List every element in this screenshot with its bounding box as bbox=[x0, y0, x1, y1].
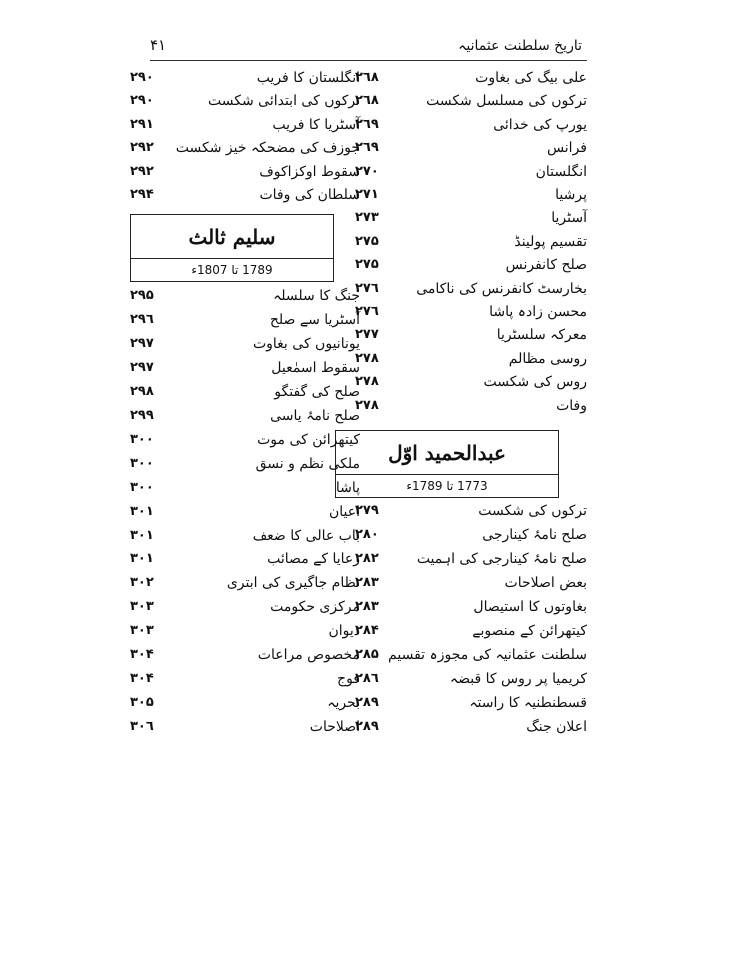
toc-entry bbox=[130, 113, 360, 137]
toc-entry bbox=[130, 380, 360, 404]
toc-entry-title: باب عالی کا ضعف bbox=[252, 527, 360, 544]
toc-entry bbox=[355, 394, 587, 418]
toc-entry bbox=[130, 571, 360, 595]
toc-entry-page: ۳۰۰ bbox=[130, 431, 154, 447]
toc-entry-page: ۲۹۰ bbox=[130, 70, 154, 85]
toc-entry-title: صلح کی گفتگو bbox=[274, 383, 360, 400]
toc-entry-page: ۳۰۱ bbox=[130, 527, 154, 543]
toc-entry-page: ۳۰۳ bbox=[130, 599, 154, 615]
toc-entry bbox=[130, 183, 360, 207]
toc-entry-title: قسطنطنیہ کا راستہ bbox=[469, 695, 587, 711]
toc-entry bbox=[130, 160, 360, 184]
toc-entry-title: انگلستان bbox=[535, 163, 587, 180]
toc-entry bbox=[355, 370, 587, 394]
page-number: ۴۱ bbox=[150, 36, 167, 54]
toc-entry-title: سلطنت عثمانیہ کی مجوزہ تقسیم bbox=[388, 647, 587, 663]
toc-entry bbox=[355, 619, 587, 643]
reign-years: 1789 تا 1807ء bbox=[131, 258, 333, 281]
toc-entry-page: ۲۸۹ bbox=[355, 695, 379, 710]
toc-entry-title: مرکزی حکومت bbox=[270, 599, 360, 616]
toc-entry-title: اعیان bbox=[328, 503, 360, 520]
toc-entry bbox=[130, 524, 360, 548]
toc-entry-page: ۲۹۰ bbox=[130, 93, 154, 109]
toc-entry-title: کریمیا پر روس کا قبضہ bbox=[449, 671, 587, 687]
toc-entry bbox=[355, 277, 587, 301]
toc-entry bbox=[130, 691, 360, 715]
toc-entry-page: ۲۸۳ bbox=[355, 599, 379, 614]
toc-entry bbox=[355, 595, 587, 619]
toc-entry bbox=[355, 715, 587, 739]
toc-entry bbox=[130, 284, 360, 308]
toc-entry-title: رعایا کے مصائب bbox=[267, 551, 360, 568]
toc-entry bbox=[130, 476, 360, 500]
toc-entry-title: علی بیگ کی بغاوت bbox=[475, 70, 587, 86]
toc-entry-page: ۲۹۸ bbox=[130, 383, 154, 399]
toc-entry bbox=[355, 547, 587, 571]
toc-entry-title: ترکوں کی ابتدائی شکست bbox=[208, 93, 360, 110]
toc-entry-title: ملکی نظم و نسق bbox=[255, 455, 360, 472]
toc-entry-title: اصلاحات bbox=[309, 719, 360, 736]
toc-entry bbox=[355, 113, 587, 137]
toc-entry bbox=[130, 715, 360, 739]
toc-entry-page: ۲۷۵ bbox=[355, 257, 379, 273]
toc-entry bbox=[130, 404, 360, 428]
toc-entry bbox=[130, 595, 360, 619]
toc-entry-page: ۲٦۹ bbox=[355, 116, 379, 132]
toc-entry-page: ۲۹۱ bbox=[130, 116, 154, 132]
toc-entry-page: ۲۸۰ bbox=[355, 527, 379, 542]
toc-entry-page: ۲۹۷ bbox=[130, 335, 154, 351]
toc-entry bbox=[355, 571, 587, 595]
toc-entry-page: ۳۰۳ bbox=[130, 623, 154, 639]
toc-entry-page: ۳۰۰ bbox=[130, 479, 154, 495]
reign-heading-box bbox=[130, 214, 334, 282]
toc-entry-page: ۲۹٦ bbox=[130, 311, 154, 327]
toc-entry-title: جنگ کا سلسلہ bbox=[273, 288, 360, 304]
toc-entry-page: ۲۸۵ bbox=[355, 647, 379, 662]
toc-entry-page: ۲۷۸ bbox=[355, 374, 379, 390]
toc-entry bbox=[130, 89, 360, 113]
reign-years: 1773 تا 1789ء bbox=[336, 474, 558, 497]
toc-entry-title: سلطان کی وفات bbox=[259, 187, 360, 203]
toc-entry-page: ۲۹۹ bbox=[130, 407, 154, 423]
toc-entry-title: روسی مظالم bbox=[508, 350, 587, 367]
sultan-name: سلیم ثالث bbox=[188, 225, 276, 249]
toc-entry bbox=[355, 347, 587, 371]
toc-entry bbox=[130, 136, 360, 160]
toc-entry-page: ۲۹۴ bbox=[130, 187, 154, 202]
toc-entry bbox=[355, 323, 587, 347]
toc-entry bbox=[355, 183, 587, 207]
toc-entry-title: آسٹریا سے صلح bbox=[269, 311, 360, 328]
toc-entry-title: کیتھرائن کے منصوبے bbox=[472, 623, 587, 639]
toc-entry bbox=[355, 691, 587, 715]
toc-entry bbox=[130, 667, 360, 691]
toc-entry-page: ۲۷٦ bbox=[355, 304, 379, 319]
toc-entry-page: ۳۰۴ bbox=[130, 647, 154, 663]
toc-entry-page: ۲۷۸ bbox=[355, 350, 379, 366]
toc-entry bbox=[355, 253, 587, 277]
toc-entry bbox=[130, 643, 360, 667]
running-head: تاریخ سلطنت عثمانیہ bbox=[458, 38, 582, 54]
toc-entry bbox=[355, 300, 587, 324]
toc-entry-page: ۲۷۱ bbox=[355, 187, 379, 202]
toc-entry-page: ۲۸۴ bbox=[355, 623, 379, 638]
toc-entry-page: ۲۷۳ bbox=[355, 210, 379, 226]
toc-entry-page: ۲۷۸ bbox=[355, 397, 379, 413]
toc-entry bbox=[355, 499, 587, 523]
toc-entry-title: بغاوتوں کا استیصال bbox=[473, 599, 587, 615]
toc-entry-page: ۲۸٦ bbox=[355, 671, 379, 686]
toc-entry bbox=[130, 428, 360, 452]
toc-entry-page: ۳۰۵ bbox=[130, 695, 154, 711]
toc-entry-title: فوج bbox=[337, 671, 360, 688]
toc-entry-page: ۲۷٦ bbox=[355, 280, 379, 296]
toc-entry-title: محسن زادہ پاشا bbox=[489, 304, 587, 320]
toc-entry bbox=[355, 89, 587, 113]
toc-entry-title: آسٹریا bbox=[551, 210, 587, 227]
toc-entry-title: صلح نامۂ کینارجی bbox=[482, 527, 587, 543]
toc-entry bbox=[355, 160, 587, 184]
toc-entry-page: ۳۰۰ bbox=[130, 455, 154, 471]
toc-entry bbox=[355, 667, 587, 691]
header-rule bbox=[150, 60, 587, 61]
toc-entry-page: ۳۰٦ bbox=[130, 719, 154, 735]
toc-entry-title: جوزف کی مضحکہ خیز شکست bbox=[175, 140, 360, 157]
toc-entry-title: تقسیم پولینڈ bbox=[514, 233, 587, 250]
toc-entry bbox=[130, 547, 360, 571]
toc-entry bbox=[130, 356, 360, 380]
toc-entry-title: فرانس bbox=[546, 140, 587, 157]
toc-entry bbox=[130, 619, 360, 643]
sultan-name: عبدالحمید اوّل bbox=[388, 441, 506, 465]
toc-entry-page: ۲۷۷ bbox=[355, 327, 379, 343]
toc-entry-title: دیوان bbox=[328, 623, 360, 640]
toc-entry bbox=[130, 308, 360, 332]
toc-entry bbox=[355, 66, 587, 90]
toc-entry-page: ۲۸۳ bbox=[355, 575, 379, 590]
toc-entry bbox=[130, 452, 360, 476]
toc-entry bbox=[355, 136, 587, 160]
toc-entry bbox=[355, 643, 587, 667]
toc-entry-title: ترکوں کی شکست bbox=[478, 503, 587, 519]
toc-entry-title: روس کی شکست bbox=[483, 374, 587, 391]
toc-entry-page: ۲٦۹ bbox=[355, 140, 379, 156]
toc-entry-title: یونانیوں کی بغاوت bbox=[252, 335, 360, 352]
toc-entry bbox=[355, 230, 587, 254]
toc-entry-page: ۲٦۸ bbox=[355, 70, 379, 85]
toc-entry-title: کیتھرائن کی موت bbox=[257, 431, 360, 448]
toc-entry-page: ۳۰۲ bbox=[130, 575, 154, 591]
toc-entry-title: انگلستان کا فریب bbox=[256, 70, 360, 86]
toc-entry-page: ۳۰۱ bbox=[130, 551, 154, 567]
toc-entry-title: صلح کانفرنس bbox=[505, 257, 587, 274]
toc-entry-page: ۲۷۵ bbox=[355, 233, 379, 249]
reign-heading-box bbox=[335, 430, 559, 498]
toc-entry-title: بحریہ bbox=[327, 695, 360, 712]
toc-entry-page: ۲٦۸ bbox=[355, 93, 379, 109]
toc-entry-page: ۲۹۲ bbox=[130, 163, 154, 179]
toc-entry bbox=[355, 523, 587, 547]
toc-entry-title: آسٹریا کا فریب bbox=[272, 116, 360, 133]
toc-entry-title: ترکوں کی مسلسل شکست bbox=[426, 93, 587, 110]
toc-entry-title: پرشیا bbox=[555, 187, 587, 203]
toc-entry-page: ۲۸۲ bbox=[355, 551, 379, 566]
toc-entry bbox=[355, 206, 587, 230]
toc-entry-title: سقوط اوکزاکوف bbox=[259, 163, 360, 180]
toc-entry-title: صلح نامۂ یاسی bbox=[270, 407, 360, 424]
toc-entry-title: صلح نامۂ کینارجی کی اہمیت bbox=[416, 551, 587, 567]
toc-entry-page: ۲۸۹ bbox=[355, 719, 379, 734]
toc-entry bbox=[130, 500, 360, 524]
toc-entry-page: ۲۹۵ bbox=[130, 288, 154, 303]
toc-entry-page: ۲۹۷ bbox=[130, 359, 154, 375]
toc-entry bbox=[130, 332, 360, 356]
toc-entry-title: پاشا bbox=[335, 479, 360, 496]
toc-entry-title: یورپ کی خدائی bbox=[493, 116, 587, 133]
toc-entry-page: ۲۷۰ bbox=[355, 163, 379, 179]
toc-entry-title: بعض اصلاحات bbox=[504, 575, 587, 591]
toc-entry-title: بخارسٹ کانفرنس کی ناکامی bbox=[416, 280, 587, 297]
toc-entry bbox=[130, 66, 360, 90]
toc-entry-title: سقوط اسمٰعیل bbox=[271, 359, 360, 376]
toc-entry-title: مخصوص مراعات bbox=[257, 647, 360, 664]
toc-entry-page: ۳۰۴ bbox=[130, 671, 154, 687]
toc-entry-title: نظام جاگیری کی ابتری bbox=[226, 575, 360, 592]
toc-entry-title: معرکہ سلسٹریا bbox=[496, 327, 587, 344]
toc-entry-page: ۳۰۱ bbox=[130, 503, 154, 519]
toc-entry-title: اعلان جنگ bbox=[526, 719, 587, 735]
toc-entry-page: ۲۷۹ bbox=[355, 503, 379, 518]
toc-entry-page: ۲۹۲ bbox=[130, 140, 154, 156]
toc-entry-title: وفات bbox=[556, 397, 587, 414]
